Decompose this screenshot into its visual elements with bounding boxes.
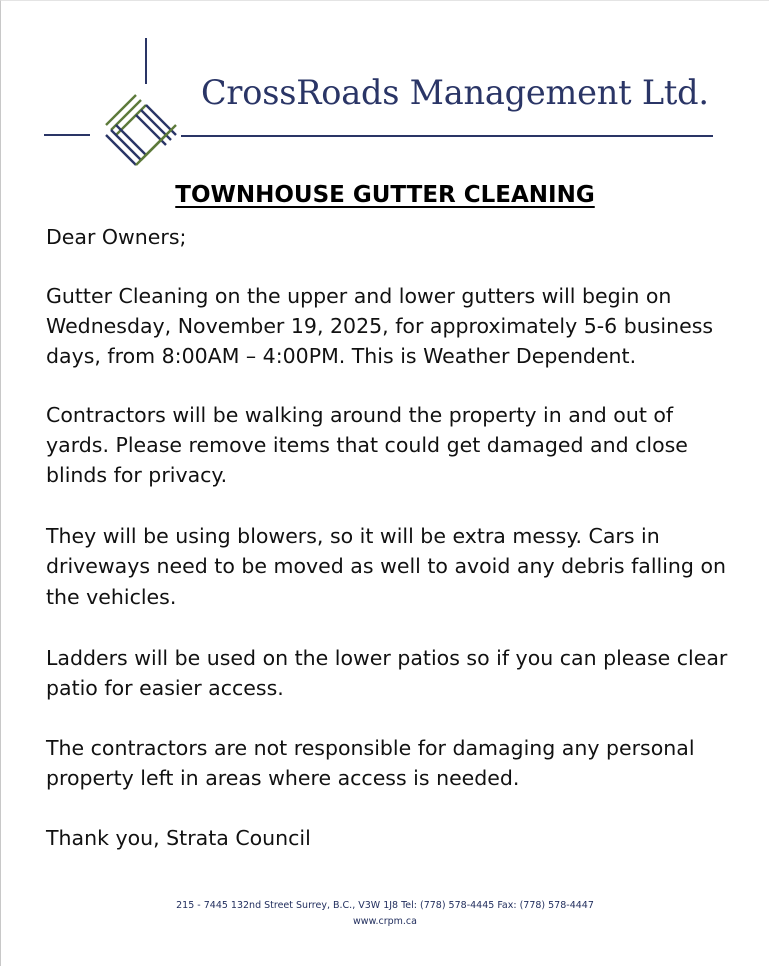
footer-address: 215 - 7445 132nd Street Surrey, B.C., V3W 1J8 Tel: (778) 578-4445 Fax: (778) 578-4447: [176, 900, 594, 911]
paragraph-line: They will be using blowers, so it will be extra messy. Cars in: [46, 524, 660, 548]
paragraph-line: blinds for privacy.: [46, 463, 228, 487]
header-divider: [181, 135, 713, 137]
footer-website: www.crpm.ca: [353, 916, 417, 927]
signoff: Thank you, Strata Council: [46, 826, 311, 850]
paragraph-line: Ladders will be used on the lower patios so if you can please clear: [46, 646, 728, 670]
paragraph-line: Contractors will be walking around the property in and out of: [46, 403, 674, 427]
paragraph-line: driveways need to be moved as well to avoid any debris falling on: [46, 554, 726, 578]
notice-title: [0, 184, 770, 207]
paragraph-line: the vehicles.: [46, 585, 177, 609]
paragraph-line: property left in areas where access is needed.: [46, 766, 520, 790]
paragraph-line: patio for easier access.: [46, 676, 284, 700]
salutation: Dear Owners;: [46, 225, 187, 249]
crossroads-logo-icon: [44, 36, 184, 166]
company-name: CrossRoads Management Ltd.: [201, 73, 709, 112]
paragraph-line: yards. Please remove items that could get damaged and close: [46, 433, 688, 457]
paragraph-line: Gutter Cleaning on the upper and lower gutters will begin on: [46, 284, 672, 308]
notice-title-text: TOWNHOUSE GUTTER CLEANING: [175, 182, 595, 208]
paragraph-line: days, from 8:00AM – 4:00PM. This is Weather Dependent.: [46, 344, 637, 368]
paragraph-line: The contractors are not responsible for damaging any personal: [46, 736, 695, 760]
paragraph-line: Wednesday, November 19, 2025, for approximately 5-6 business: [46, 314, 714, 338]
